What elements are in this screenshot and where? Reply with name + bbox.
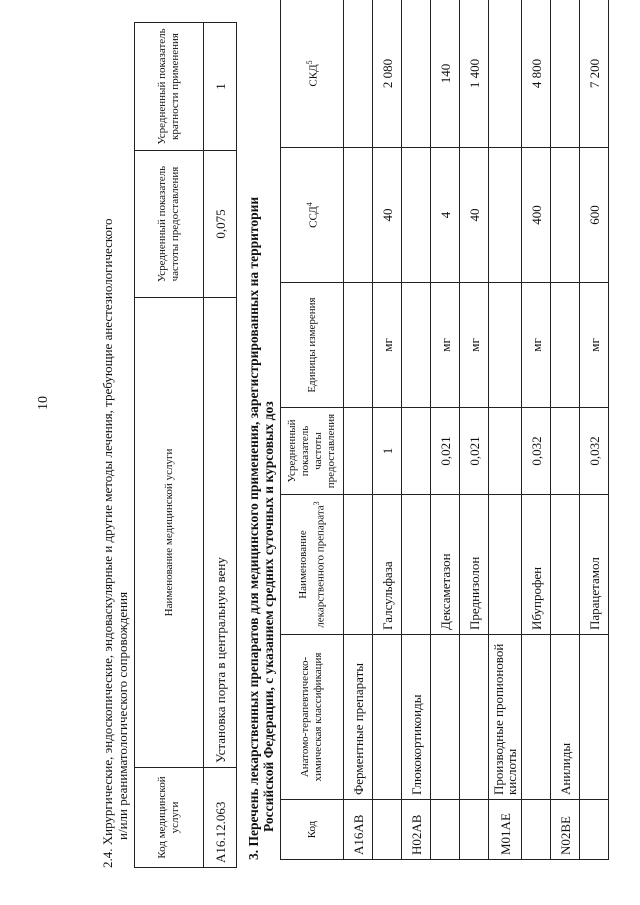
drug-ssd: 40 [460,148,489,283]
header-ssd-sup: 4 [305,202,315,207]
section-2-4-heading [100,23,130,868]
drug-ssd: 600 [580,148,609,283]
table-row [204,23,237,868]
header-code: Код [281,800,344,860]
group-row [402,0,431,860]
drug-frequency: 0,032 [522,408,551,495]
drug-frequency: 0,021 [460,408,489,495]
page-number: 10 [36,396,51,410]
service-frequency: 0,075 [204,151,237,298]
group-code: N02BE [551,800,580,860]
group-code: H02AB [402,800,431,860]
header-skd [281,0,344,148]
drug-frequency: 0,021 [431,408,460,495]
group-row [344,0,373,860]
drug-name: Дексаметазон [431,495,460,635]
drug-skd: 7 200 [580,0,609,148]
drug-name: Парацетамол [580,495,609,635]
drug-unit: мг [431,283,460,408]
group-atc: Ферментные препараты [344,635,373,800]
header-unit: Единицы измерения [281,283,344,408]
header-skd-label: СКД [307,64,320,87]
drug-name: Преднизолон [460,495,489,635]
header-atc: Анатомо-терапевтическо-химическая классификация [281,635,344,800]
section-2-4-heading-line1: 2.4. Хирургические, эндоскопические, эндоваскулярные и другие методы лечения, требующие анестезиологического [100,218,115,868]
section-2-4-heading-line2: и/или реаниматологического сопровождения [115,591,130,840]
header-drug [281,495,344,635]
drug-skd: 140 [431,0,460,148]
header-drug-sup: 3 [311,501,321,506]
drugs-header-row [281,0,344,860]
drug-skd: 4 800 [522,0,551,148]
table-row [460,0,489,860]
section-3-heading-line2: Российской Федерации, с указанием средних суточных и курсовых доз [261,401,276,832]
group-row [551,0,580,860]
drug-name: Ибупрофен [522,495,551,635]
group-atc: Производные пропионовой кислоты [489,635,522,800]
header-frequency: Усредненный показатель частоты предоставления [135,151,204,298]
drug-name: Галсульфаза [373,495,402,635]
service-multiplicity: 1 [204,23,237,151]
header-service-name: Наименование медицинской услуги [135,298,204,768]
drug-unit: мг [580,283,609,408]
header-drug-label: Наименование лекарственного препарата [296,505,327,628]
section-3-heading [246,0,276,860]
drug-unit: мг [460,283,489,408]
drug-ssd: 400 [522,148,551,283]
group-code: A16AB [344,800,373,860]
group-atc: Анилиды [551,635,580,800]
section-2-4 [100,23,242,868]
header-skd-sup: 5 [305,60,315,65]
header-frequency: Усредненный показатель частоты предоставления [281,408,344,495]
table-row [431,0,460,860]
drug-ssd: 40 [373,148,402,283]
service-code: A16.12.063 [204,768,237,868]
services-table [134,22,237,868]
drug-skd: 2 080 [373,0,402,148]
drug-frequency: 0,032 [580,408,609,495]
services-header-row [135,23,204,868]
group-code: M01AE [489,800,522,860]
header-multiplicity: Усредненный показатель кратности применения [135,23,204,151]
header-service-code: Код медицинской услуги [135,768,204,868]
header-ssd-label: ССД [307,206,320,228]
drug-frequency: 1 [373,408,402,495]
drug-ssd: 4 [431,148,460,283]
drug-skd: 1 400 [460,0,489,148]
section-3-heading-line1: 3. Перечень лекарственных препаратов для медицинского применения, зарегистрированных на территории [246,196,261,860]
header-ssd [281,148,344,283]
table-row [580,0,609,860]
section-3 [246,0,602,860]
service-name: Установка порта в центральную вену [204,298,237,768]
group-atc: Глюкокортикоиды [402,635,431,800]
table-row [373,0,402,860]
group-row [489,0,522,860]
table-row [522,0,551,860]
drug-unit: мг [373,283,402,408]
drugs-table [280,0,609,860]
drug-unit: мг [522,283,551,408]
